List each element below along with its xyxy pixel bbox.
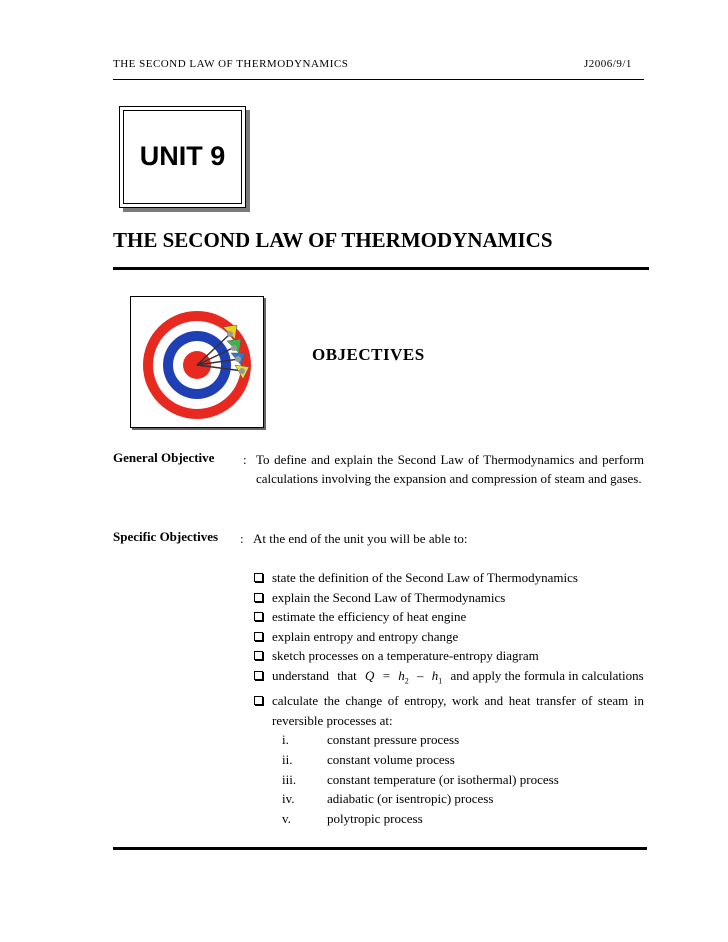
- general-objective-label: General Objective: [113, 450, 215, 465]
- list-item: state the definition of the Second Law of Thermodynamics: [250, 568, 644, 588]
- checkbox-bullet-icon: [254, 696, 263, 705]
- process-item: i. constant pressure process: [282, 732, 460, 748]
- unit-box: [119, 106, 246, 208]
- page-code: J2006/9/1: [584, 58, 632, 70]
- process-item: v. polytropic process: [282, 810, 423, 826]
- objectives-heading: OBJECTIVES: [312, 345, 425, 364]
- objectives-list: [250, 568, 644, 828]
- target-with-darts-icon: [131, 297, 263, 427]
- checkbox-bullet-icon: [254, 671, 263, 680]
- header-rule: [113, 79, 644, 80]
- general-objective-colon: :: [243, 452, 247, 467]
- checkbox-bullet-icon: [254, 593, 263, 602]
- process-item: iii. constant temperature (or isothermal) process: [282, 771, 559, 787]
- list-item: explain the Second Law of Thermodynamics: [250, 588, 644, 608]
- unit-label: UNIT 9: [139, 141, 226, 171]
- checkbox-bullet-icon: [254, 632, 263, 641]
- list-item: calculate the change of entropy, work and heat transfer of steam in reversible processes at: i. constant pressure process ii. constant volume process iii. constant temperature (or isothermal) process iv. adiabatic (or isentropic) process v. polytropic process: [250, 691, 644, 828]
- list-item: estimate the efficiency of heat engine: [250, 607, 644, 627]
- process-sublist: [272, 730, 644, 828]
- checkbox-bullet-icon: [254, 573, 263, 582]
- list-item-formula: understand that $Q = h_2 - h_1$ and apply the formula in calculations: [250, 666, 644, 691]
- specific-objectives-label: Specific Objectives: [113, 529, 219, 544]
- running-header-title: THE SECOND LAW OF THERMODYNAMICS: [113, 58, 349, 70]
- bottom-rule: [113, 847, 647, 850]
- process-item: ii. constant volume process: [282, 751, 455, 767]
- chapter-title: THE SECOND LAW OF THERMODYNAMICS: [113, 228, 553, 252]
- specific-objectives-intro: At the end of the unit you will be able to:: [253, 531, 468, 546]
- specific-objectives-colon: :: [240, 531, 244, 546]
- checkbox-bullet-icon: [254, 612, 263, 621]
- title-rule: [113, 267, 649, 270]
- list-item: explain entropy and entropy change: [250, 627, 644, 647]
- target-image-frame: [130, 296, 264, 428]
- checkbox-bullet-icon: [254, 651, 263, 660]
- general-objective-text: To define and explain the Second Law of Thermodynamics and perform calculations involving the expansion and compression of steam and gases.: [256, 452, 644, 486]
- process-item: iv. adiabatic (or isentropic) process: [282, 791, 494, 807]
- list-item: sketch processes on a temperature-entropy diagram: [250, 646, 644, 666]
